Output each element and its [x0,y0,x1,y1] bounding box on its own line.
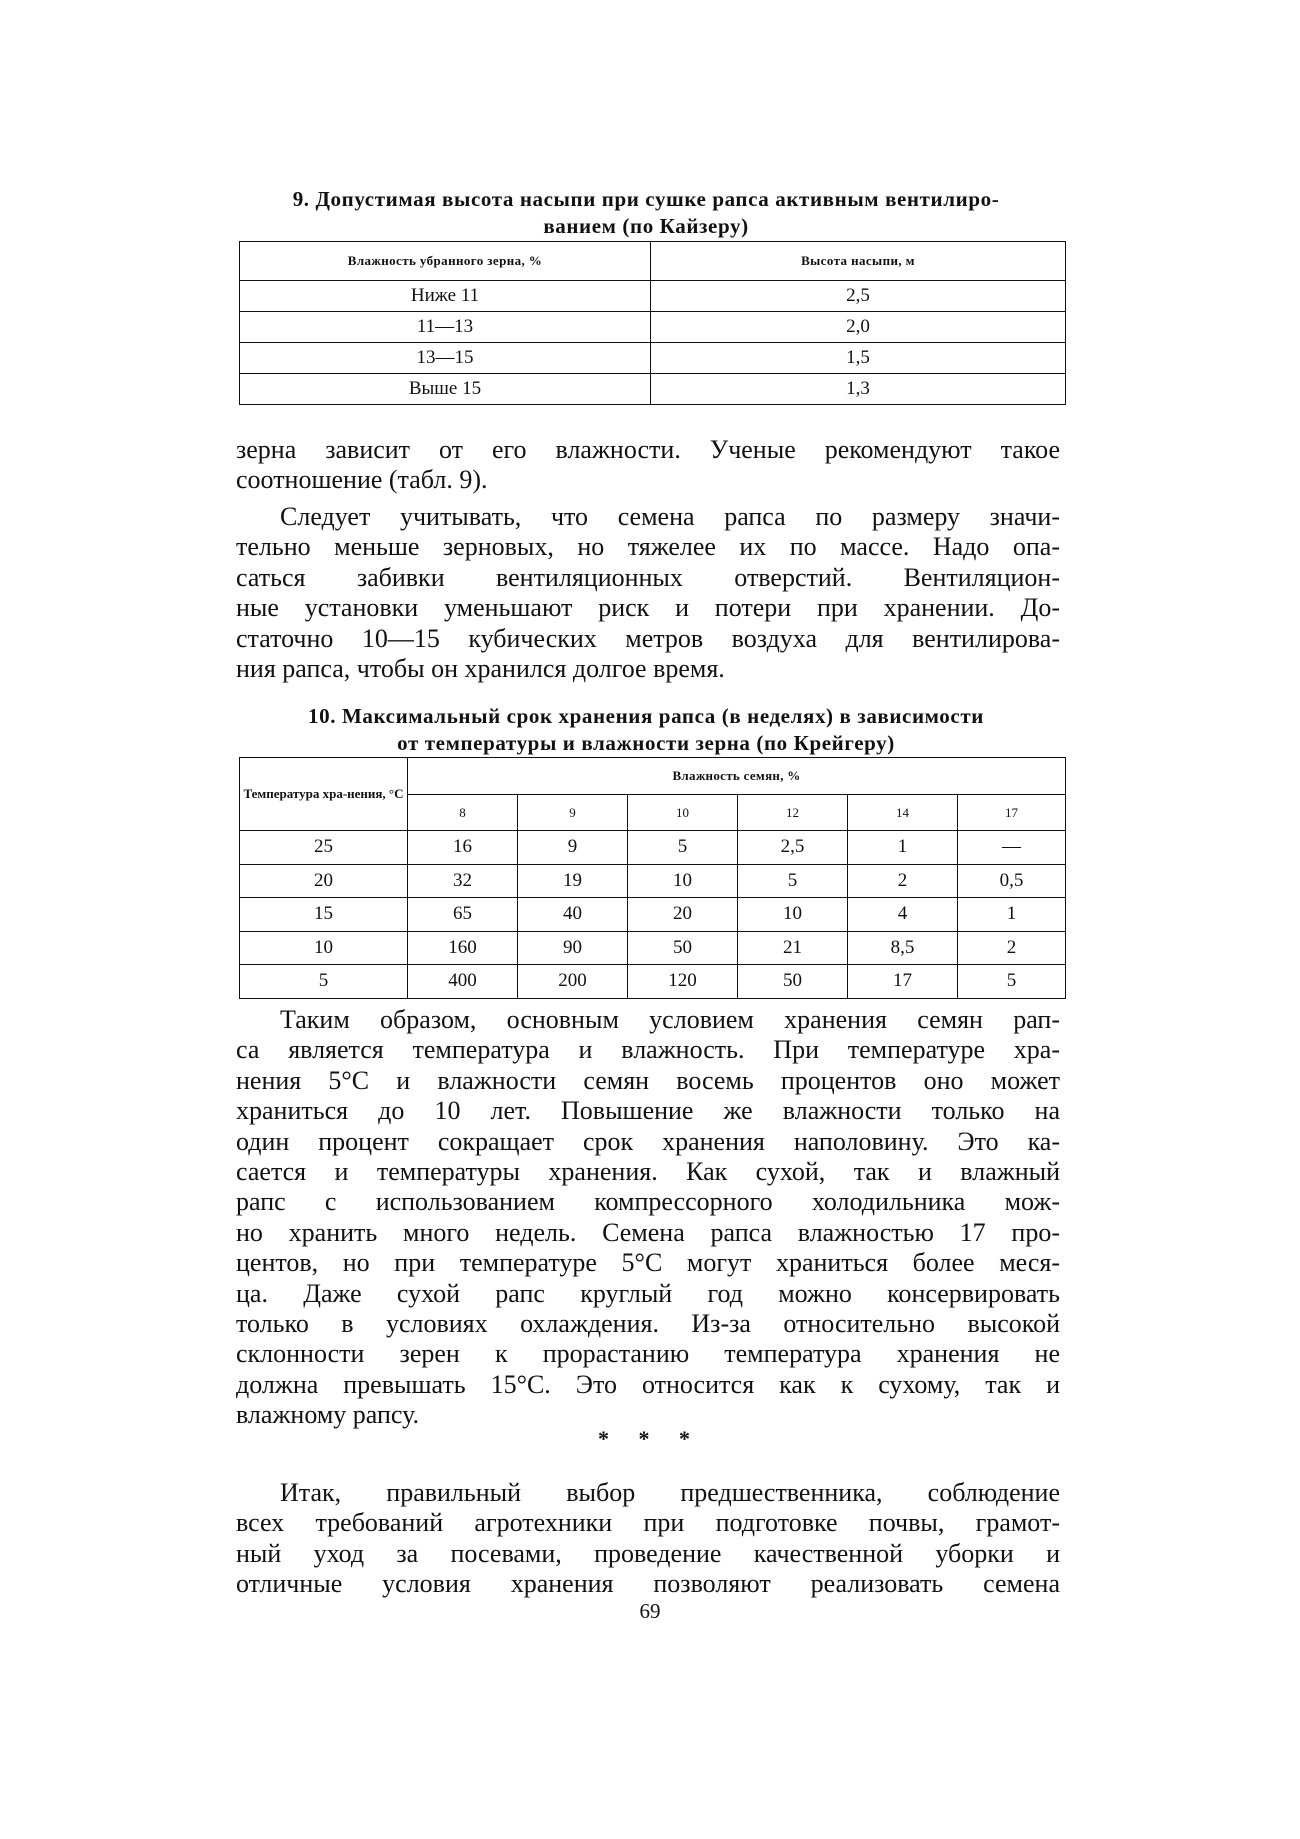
paragraph-4 [236,1478,1060,1600]
table-row [240,898,1066,932]
table-cell: 11—13 [240,312,651,343]
table-cell: 1 [848,831,958,865]
table-cell: 19 [518,864,628,898]
column-header: 14 [848,795,958,831]
text-line: центов, но при температуре 5°С могут храниться более меся- [236,1248,1060,1278]
table-cell: 400 [408,965,518,999]
text-line: сается и температуры хранения. Как сухой, так и влажный [236,1156,1060,1186]
paragraph-1 [236,435,1060,496]
text-line: отличные условия хранения позволяют реализовать семена [236,1569,1060,1599]
table-row [240,864,1066,898]
text-line: нения 5°С и влажности семян восемь процентов оно может [236,1065,1060,1095]
caption-line: 9. Допустимая высота насыпи при сушке рапса активным вентилиро- [292,187,1000,211]
column-header: 9 [518,795,628,831]
table-cell: 65 [408,898,518,932]
table-cell: 9 [518,831,628,865]
table-cell: 2,0 [651,312,1066,343]
paragraph-3 [236,1005,1060,1430]
column-header: Высота насыпи, м [651,242,1066,281]
table-header-row [240,242,1066,281]
caption-line: 10. Максимальный срок хранения рапса (в неделях) в зависимости [308,704,984,728]
table-cell: 5 [738,864,848,898]
table-row [240,965,1066,999]
table-10-caption [236,703,1056,757]
table-cell: 2 [848,864,958,898]
text-line: ные установки уменьшают риск и потери при хранении. До- [236,593,1060,623]
text-line: храниться до 10 лет. Повышение же влажности только на [236,1096,1060,1126]
table-cell: 5 [628,831,738,865]
text-line: всех требований агротехники при подготовке почвы, грамот- [236,1508,1060,1538]
table-cell: 25 [240,831,408,865]
table-10 [239,757,1066,999]
table-cell: 160 [408,931,518,965]
table-cell: 10 [738,898,848,932]
text-line: зерна зависит от его влажности. Ученые рекомендуют такое [236,435,1060,464]
column-header: 10 [628,795,738,831]
caption-line: от температуры и влажности зерна (по Крейгеру) [397,731,895,755]
table-cell: 2,5 [651,281,1066,312]
text-line: Следует учитывать, что семена рапса по размеру значи- [280,502,1060,531]
table-cell: 1,5 [651,343,1066,374]
table-cell: 40 [518,898,628,932]
section-separator: * * * [598,1426,702,1451]
column-header: 17 [958,795,1066,831]
table-row [240,931,1066,965]
table-row [240,374,1066,405]
column-header: 12 [738,795,848,831]
table-cell: 16 [408,831,518,865]
table-cell: 120 [628,965,738,999]
page-number: 69 [639,1599,661,1623]
text-line: должна превышать 15°С. Это относится как к сухому, так и [236,1369,1060,1399]
table-cell: 0,5 [958,864,1066,898]
text-line: статочно 10—15 кубических метров воздуха для вентилирова- [236,623,1060,653]
table-cell: 5 [240,965,408,999]
column-header: Влажность убранного зерна, % [240,242,651,281]
text-line: саться забивки вентиляционных отверстий. Вентиляцион- [236,562,1060,592]
table-cell: 20 [628,898,738,932]
table-cell: 1,3 [651,374,1066,405]
table-9 [239,241,1066,405]
table-cell: 32 [408,864,518,898]
text-line: ца. Даже сухой рапс круглый год можно консервировать [236,1278,1060,1308]
text-line: склонности зерен к прорастанию температура хранения не [236,1339,1060,1369]
table-cell: 200 [518,965,628,999]
table-row [240,312,1066,343]
text-line: са является температура и влажность. При температуре хра- [236,1035,1060,1065]
row-header: Температура хра-нения, °С [240,758,408,831]
table-cell: 13—15 [240,343,651,374]
table-cell: 20 [240,864,408,898]
table-row [240,831,1066,865]
table-cell: 2 [958,931,1066,965]
text-line: тельно меньше зерновых, но тяжелее их по массе. Надо опа- [236,532,1060,562]
table-cell: 90 [518,931,628,965]
text-line: Итак, правильный выбор предшественника, соблюдение [280,1478,1060,1507]
paragraph-2 [236,502,1060,684]
table-cell: Выше 15 [240,374,651,405]
text-line: рапс с использованием компрессорного холодильника мож- [236,1187,1060,1217]
table-cell: — [958,831,1066,865]
table-cell: Ниже 11 [240,281,651,312]
text-line: ния рапса, чтобы он хранился долгое время. [236,653,725,683]
table-cell: 10 [628,864,738,898]
table-cell: 5 [958,965,1066,999]
table-header-row [240,758,1066,795]
text-line: но хранить много недель. Семена рапса влажностью 17 про- [236,1217,1060,1247]
table-cell: 8,5 [848,931,958,965]
table-cell: 21 [738,931,848,965]
table-cell: 2,5 [738,831,848,865]
table-cell: 50 [738,965,848,999]
table-cell: 50 [628,931,738,965]
text-line: ный уход за посевами, проведение качественной уборки и [236,1538,1060,1568]
text-line: только в условиях охлаждения. Из-за относительно высокой [236,1308,1060,1338]
text-line: один процент сокращает срок хранения наполовину. Это ка- [236,1126,1060,1156]
text-line: Таким образом, основным условием хранения семян рап- [280,1005,1060,1034]
table-row [240,281,1066,312]
text-line: влажному рапсу. [236,1400,419,1430]
column-header: 8 [408,795,518,831]
table-cell: 10 [240,931,408,965]
table-cell: 15 [240,898,408,932]
table-9-caption [236,186,1056,240]
group-header: Влажность семян, % [408,758,1066,795]
table-cell: 17 [848,965,958,999]
caption-line: ванием (по Кайзеру) [543,214,749,238]
table-cell: 1 [958,898,1066,932]
table-cell: 4 [848,898,958,932]
table-row [240,343,1066,374]
text-line: соотношение (табл. 9). [236,465,488,495]
